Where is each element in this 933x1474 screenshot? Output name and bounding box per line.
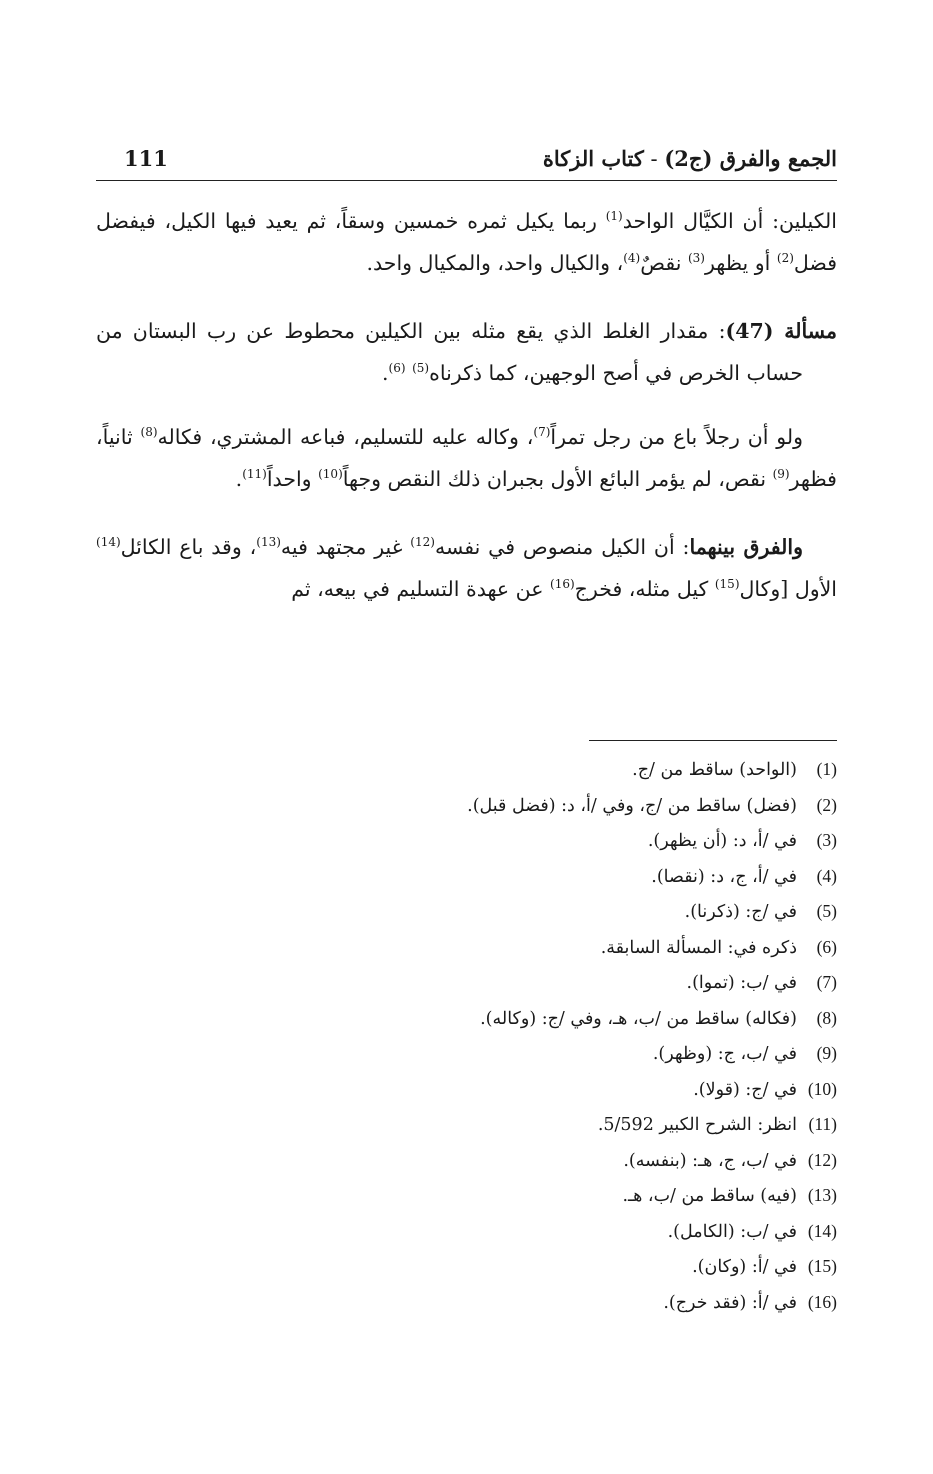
text-run: .: [235, 467, 243, 491]
running-title: [543, 146, 837, 171]
footnote-item: [96, 1214, 837, 1250]
footnote-text: (فضل) ساقط من /ج، وفي /أ، د: (فضل قبل).: [467, 795, 797, 816]
footnote-ref: (12): [410, 535, 435, 550]
footnote-number: (16): [807, 1291, 837, 1312]
footnote-text: ذكره في: المسألة السابقة.: [600, 937, 797, 958]
footnote-text: في /أ: (وكان).: [692, 1257, 797, 1277]
main-text: [96, 200, 837, 610]
page-number: 111: [124, 146, 168, 171]
footnote-text: انظر: الشرح الكبير 5/592.: [597, 1115, 797, 1135]
footnote-item: [96, 930, 837, 966]
running-title-separator: -: [643, 147, 665, 171]
footnote-ref: (3): [687, 251, 705, 266]
footnote-number: (12): [807, 1149, 837, 1170]
footnote-ref: (2): [776, 251, 794, 266]
footnote-item: [96, 1249, 837, 1285]
footnote-text: في /ب، ج، هـ: (بنفسه).: [623, 1150, 797, 1171]
footnote-text: في /ج: (قولا).: [693, 1079, 797, 1100]
paragraph-3: [96, 416, 837, 500]
text-run: الأول [وكال: [739, 577, 837, 601]
footnote-text: (فكاله) ساقط من /ب، هـ، وفي /ج: (وكاله).: [480, 1008, 797, 1029]
footnote-number: (13): [807, 1185, 837, 1205]
footnote-text: في /ج: (ذكرنا).: [684, 902, 797, 922]
footnote-item: [96, 823, 837, 859]
footnote-item: [96, 859, 837, 895]
footnote-number: (5): [816, 901, 837, 921]
footnote-number: (1): [816, 759, 837, 779]
footnote-text: في /ب: (الكامل).: [667, 1221, 797, 1242]
footnote-ref: (15): [714, 577, 740, 592]
difference-label: والفرق بينهما: [689, 535, 803, 559]
paragraph-4: [96, 526, 837, 610]
footnote-item: [96, 1143, 837, 1179]
paragraph-1: [96, 200, 837, 284]
footnote-number: (7): [816, 972, 837, 992]
footnote-item: [96, 894, 837, 930]
footnote-ref: (6): [388, 361, 406, 376]
footnote-ref: (4): [623, 251, 641, 266]
footnote-number: (11): [808, 1114, 837, 1134]
text-run: ولو أن رجلاً باع من رجل تمراً: [550, 425, 803, 449]
footnote-ref: (14): [96, 535, 121, 550]
footnote-item: [96, 965, 837, 1001]
masala-label: مسألة (47): [725, 319, 837, 343]
footnote-number: (10): [807, 1078, 837, 1099]
text-run: : أن الكيل منصوص في نفسه: [434, 535, 690, 559]
footnote-item: [96, 1107, 837, 1143]
footnote-text: في /أ: (فقد خرج).: [663, 1292, 797, 1313]
text-run: نقصٌ: [640, 251, 688, 275]
footnote-item: [96, 1036, 837, 1072]
footnote-ref: (5): [412, 361, 430, 376]
footnote-ref: (7): [533, 425, 551, 440]
text-run: ربما يكيل ثمره خمسين وسقاً، ثم يعيد فيها الكيل، فيفضل فضل: [96, 209, 837, 275]
footnote-number: (15): [807, 1256, 837, 1276]
text-run: : مقدار الغلط الذي يقع مثله بين الكيلين محطوط عن رب البستان من حساب الخرص في أصح الوجهين، كما ذكرناه: [96, 319, 803, 385]
footnote-number: (9): [816, 1043, 837, 1063]
footnote-ref: (13): [256, 535, 281, 550]
footnote-number: (6): [816, 936, 837, 957]
text-run: الكيلين: أن الكيَّال الواحد: [622, 209, 838, 233]
footnote-text: في /ب: (تموا).: [686, 973, 797, 993]
text-run: نقص، لم يؤمر البائع الأول بجبران ذلك النقص وجهاً: [342, 467, 773, 491]
text-run: .: [382, 361, 389, 385]
footnote-item: [96, 1178, 837, 1214]
paragraph-masala-47: [96, 310, 837, 394]
footnote-number: (3): [816, 830, 837, 850]
text-run: كيل مثله، فخرج: [574, 577, 715, 601]
text-run: ثانياً، فظهر: [96, 425, 837, 491]
text-run: غير مجتهد فيه: [280, 535, 411, 559]
footnote-item: [96, 1072, 837, 1108]
footnote-text: في /ب، ج: (وظهر).: [652, 1044, 797, 1064]
footnote-ref: (11): [242, 467, 267, 482]
footnote-item: [96, 788, 837, 824]
footnote-ref: (1): [605, 209, 623, 224]
footnote-ref: (9): [772, 467, 790, 482]
text-run: ، وقد باع الكائل: [120, 535, 257, 559]
footnote-item: [96, 752, 837, 788]
text-run: عن عهدة التسليم في بيعه، ثم: [291, 577, 551, 601]
footnote-item: [96, 1285, 837, 1321]
footnote-number: (4): [816, 865, 837, 886]
footnote-number: (2): [816, 794, 837, 815]
footnote-item: [96, 1001, 837, 1037]
footnote-ref: (10): [318, 467, 343, 482]
running-title-chapter: كتاب الزكاة: [542, 146, 644, 171]
text-run: ، والكيال واحد، والمكيال واحد.: [366, 251, 624, 275]
footnote-number: (8): [816, 1007, 837, 1028]
footnote-ref: (16): [550, 577, 575, 592]
running-header: [96, 140, 837, 181]
text-run: أو يظهر: [704, 251, 777, 275]
text-run: ، وكاله عليه للتسليم، فباعه المشتري، فكاله: [157, 425, 534, 449]
footnote-text: (الواحد) ساقط من /ج.: [632, 760, 797, 780]
footnote-ref: (8): [140, 425, 158, 440]
footnote-number: (14): [807, 1220, 837, 1241]
footnote-divider: [589, 740, 837, 741]
running-title-book: الجمع والفرق (ج2): [664, 146, 837, 171]
footnote-text: في /أ، د: (أن يظهر).: [647, 831, 797, 851]
footnote-text: في /أ، ج، د: (نقصا).: [651, 866, 797, 887]
footnote-text: (فيه) ساقط من /ب، هـ.: [622, 1186, 797, 1206]
text-run: واحداً: [266, 467, 319, 491]
footnotes-list: [96, 752, 837, 1320]
